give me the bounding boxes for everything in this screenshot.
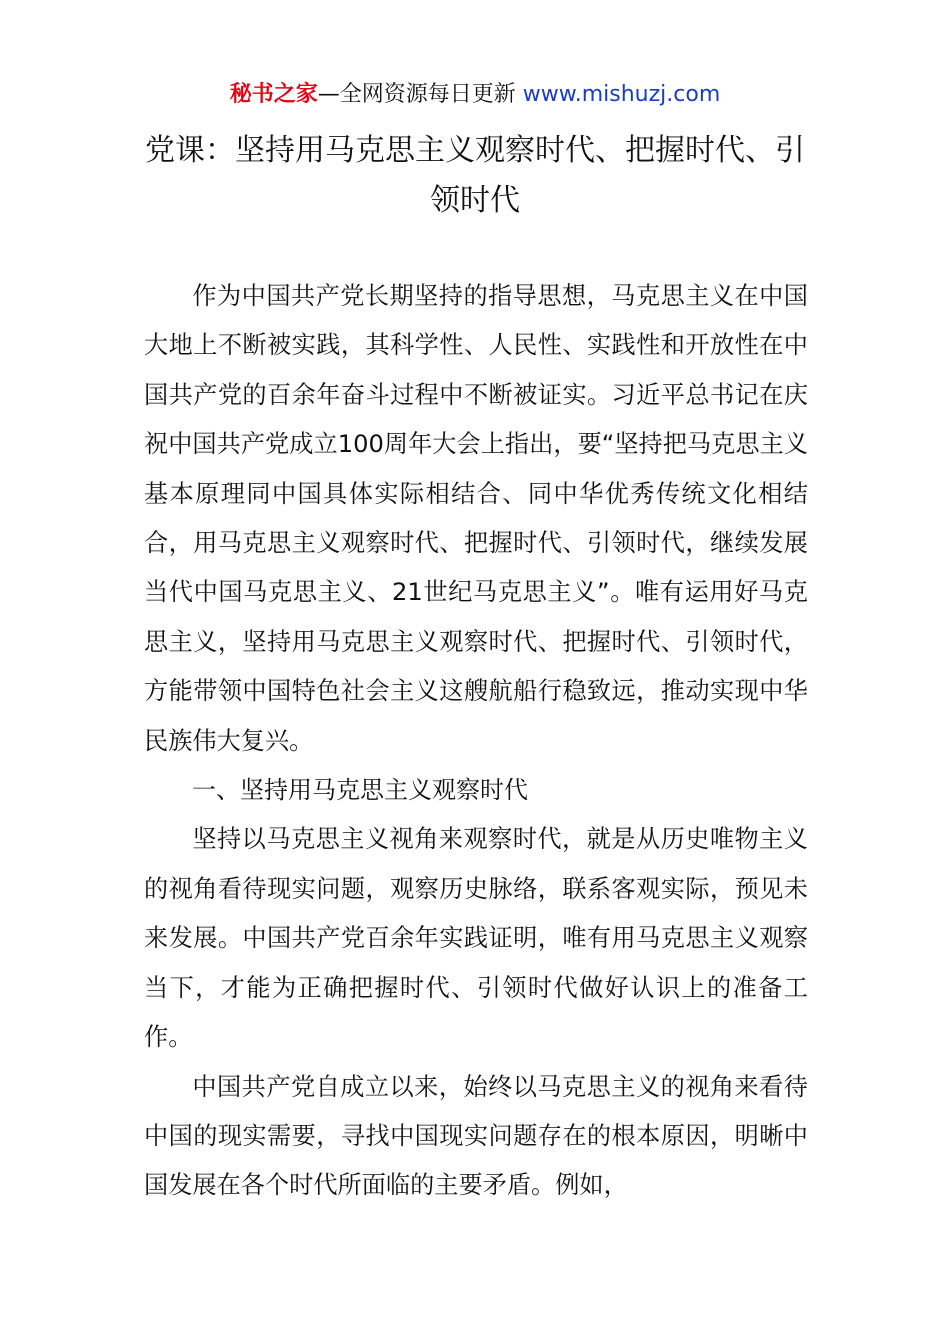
section-heading-1: 一、坚持用马克思主义观察时代 [192,776,528,805]
paragraph-intro: 作为中国共产党长期坚持的指导思想，马克思主义在中国大地上不断被实践，其科学性、人民性、实践性和开放性在中国共产党的百余年奋斗过程中不断被证实。习近平总书记在庆祝中国共产党成立100周年大会上指出，要“坚持把马克思主义基本原理同中国具体实际相结合、同中华优秀传统文化相结合，用马克思主义观察时代、把握时代、引领时代，继续发展当代中国马克思主义、21世纪马克思主义”。唯有运用好马克思主义，坚持用马克思主义观察时代、把握时代、引领时代，方能带领中国特色社会主义这艘航船行稳致远，推动实现中华民族伟大复兴。 [144,282,808,755]
site-url-link[interactable]: www.mishuzj.com [522,82,721,107]
paragraph-section-1-continued: 中国共产党自成立以来，始终以马克思主义的视角来看待中国的现实需要，寻找中国现实问题存在的根本原因，明晰中国发展在各个时代所面临的主要矛盾。例如， [144,1072,808,1200]
paragraph-section-1: 坚持以马克思主义视角来观察时代，就是从历史唯物主义的视角看待现实问题，观察历史脉络，联系客观实际，预见未来发展。中国共产党百余年实践证明，唯有用马克思主义观察当下，才能为正确把握时代、引领时代做好认识上的准备工作。 [144,825,808,1052]
brand-name: 秘书之家 [229,82,318,107]
document-title: 党课：坚持用马克思主义观察时代、把握时代、引领时代 [145,133,805,218]
site-header [0,78,950,112]
document-body [144,272,808,1211]
header-tagline: —全网资源每日更新 [317,82,523,107]
